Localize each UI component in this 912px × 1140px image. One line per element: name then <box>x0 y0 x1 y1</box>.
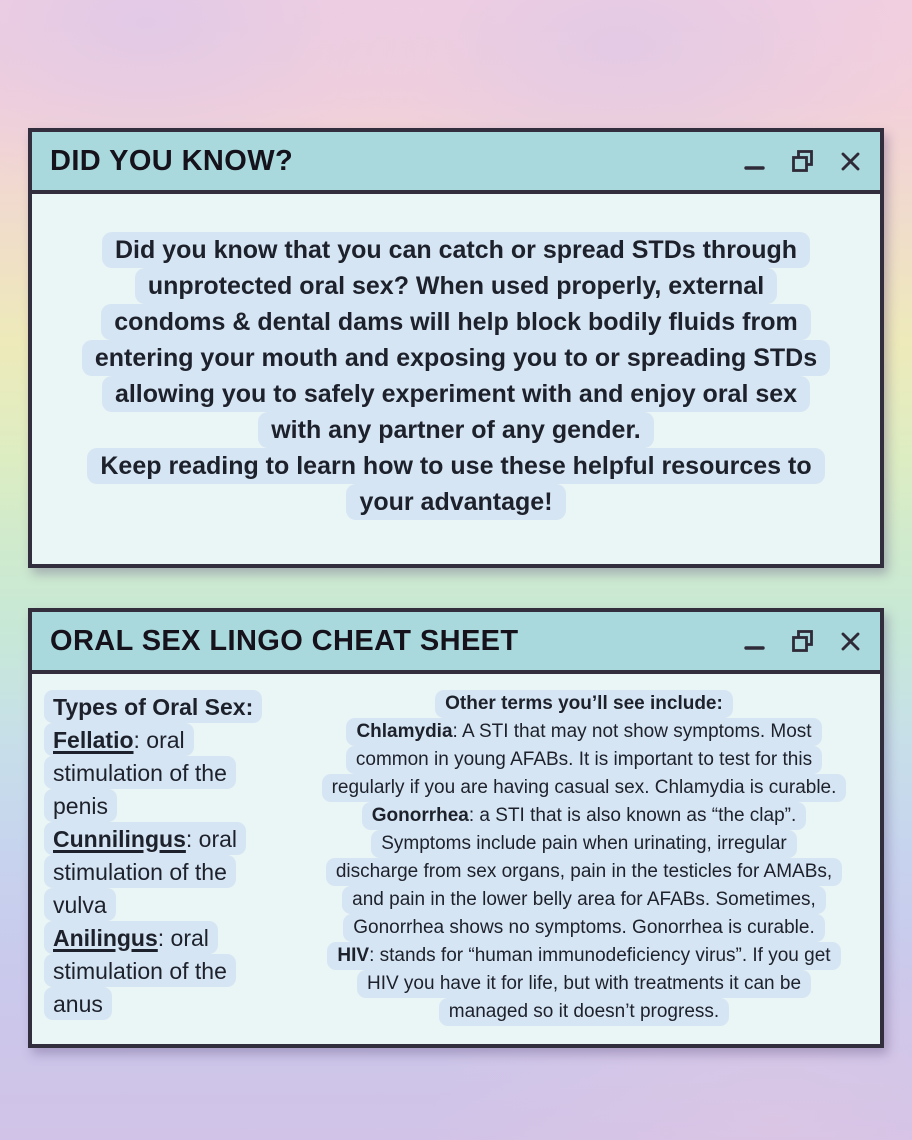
term-definition-line: penis <box>44 789 117 822</box>
window1-controls <box>744 149 862 174</box>
restore-button[interactable] <box>790 629 815 654</box>
restore-button[interactable] <box>790 149 815 174</box>
restore-icon <box>790 629 815 654</box>
window2-title: ORAL SEX LINGO CHEAT SHEET <box>50 624 519 657</box>
window2-body <box>32 674 880 1026</box>
window1-body <box>32 194 880 520</box>
minimize-button[interactable] <box>744 149 766 173</box>
term-definition: : a STI that is also known as “the clap”. <box>468 805 797 826</box>
window-oral-sex-lingo-cheat-sheet <box>28 608 884 1048</box>
term-definition-line: HIV you have it for life, but with treatments it can be <box>357 970 811 998</box>
window1-titlebar <box>32 132 880 194</box>
term-label: HIV <box>337 945 370 966</box>
term-definition-line: managed so it doesn’t progress. <box>439 998 729 1026</box>
term-line <box>44 723 194 756</box>
term-label: Anilingus <box>53 924 158 951</box>
close-icon <box>839 630 862 653</box>
term-definition: : A STI that may not show symptoms. Most <box>452 721 812 742</box>
close-button[interactable] <box>839 150 862 173</box>
term-line <box>346 718 821 746</box>
term-definition: : oral <box>133 726 185 753</box>
term-label: Fellatio <box>53 726 134 753</box>
term-definition-line: stimulation of the <box>44 855 236 888</box>
window2-titlebar <box>32 612 880 674</box>
body-text-line: your advantage! <box>346 484 565 520</box>
minimize-icon <box>744 149 766 173</box>
term-line <box>362 802 807 830</box>
body-text-line: unprotected oral sex? When used properly, external <box>135 268 777 304</box>
term-definition: : oral <box>157 924 209 951</box>
window2-controls <box>744 629 862 654</box>
body-text-line: allowing you to safely experiment with and enjoy oral sex <box>102 376 810 412</box>
types-heading: Types of Oral Sex: <box>44 690 262 723</box>
types-of-oral-sex-list <box>44 690 296 1020</box>
term-definition-line: regularly if you are having casual sex. Chlamydia is curable. <box>322 774 847 802</box>
restore-icon <box>790 149 815 174</box>
term-label: Cunnilingus <box>53 825 186 852</box>
minimize-icon <box>744 629 766 653</box>
term-definition-line: anus <box>44 987 112 1020</box>
term-definition: : stands for “human immunodeficiency virus”. If you get <box>369 945 831 966</box>
term-definition-line: stimulation of the <box>44 954 236 987</box>
term-definition: : oral <box>185 825 238 852</box>
body-text-line: condoms & dental dams will help block bodily fluids from <box>101 304 810 340</box>
term-definition-line: stimulation of the <box>44 756 236 789</box>
body-text-line: with any partner of any gender. <box>258 412 654 448</box>
close-button[interactable] <box>839 630 862 653</box>
term-definition-line: Gonorrhea shows no symptoms. Gonorrhea is curable. <box>343 914 825 942</box>
other-terms-list <box>296 690 872 1026</box>
term-line <box>44 822 246 855</box>
term-label: Chlamydia <box>356 721 453 742</box>
body-text-line: entering your mouth and exposing you to or spreading STDs <box>82 340 830 376</box>
term-definition-line: Symptoms include pain when urinating, irregular <box>371 830 797 858</box>
body-text-line: Keep reading to learn how to use these helpful resources to <box>87 448 824 484</box>
term-label: Gonorrhea <box>371 805 469 826</box>
body-text-line: Did you know that you can catch or spread STDs through <box>102 232 810 268</box>
window1-title: DID YOU KNOW? <box>50 144 294 177</box>
term-line <box>327 942 840 970</box>
close-icon <box>839 150 862 173</box>
window-did-you-know <box>28 128 884 568</box>
term-definition-line: vulva <box>44 888 116 921</box>
minimize-button[interactable] <box>744 629 766 653</box>
term-definition-line: and pain in the lower belly area for AFABs. Sometimes, <box>342 886 826 914</box>
term-definition-line: discharge from sex organs, pain in the testicles for AMABs, <box>326 858 842 886</box>
term-line <box>44 921 218 954</box>
other-terms-heading: Other terms you’ll see include: <box>435 690 733 718</box>
term-definition-line: common in young AFABs. It is important to test for this <box>346 746 822 774</box>
